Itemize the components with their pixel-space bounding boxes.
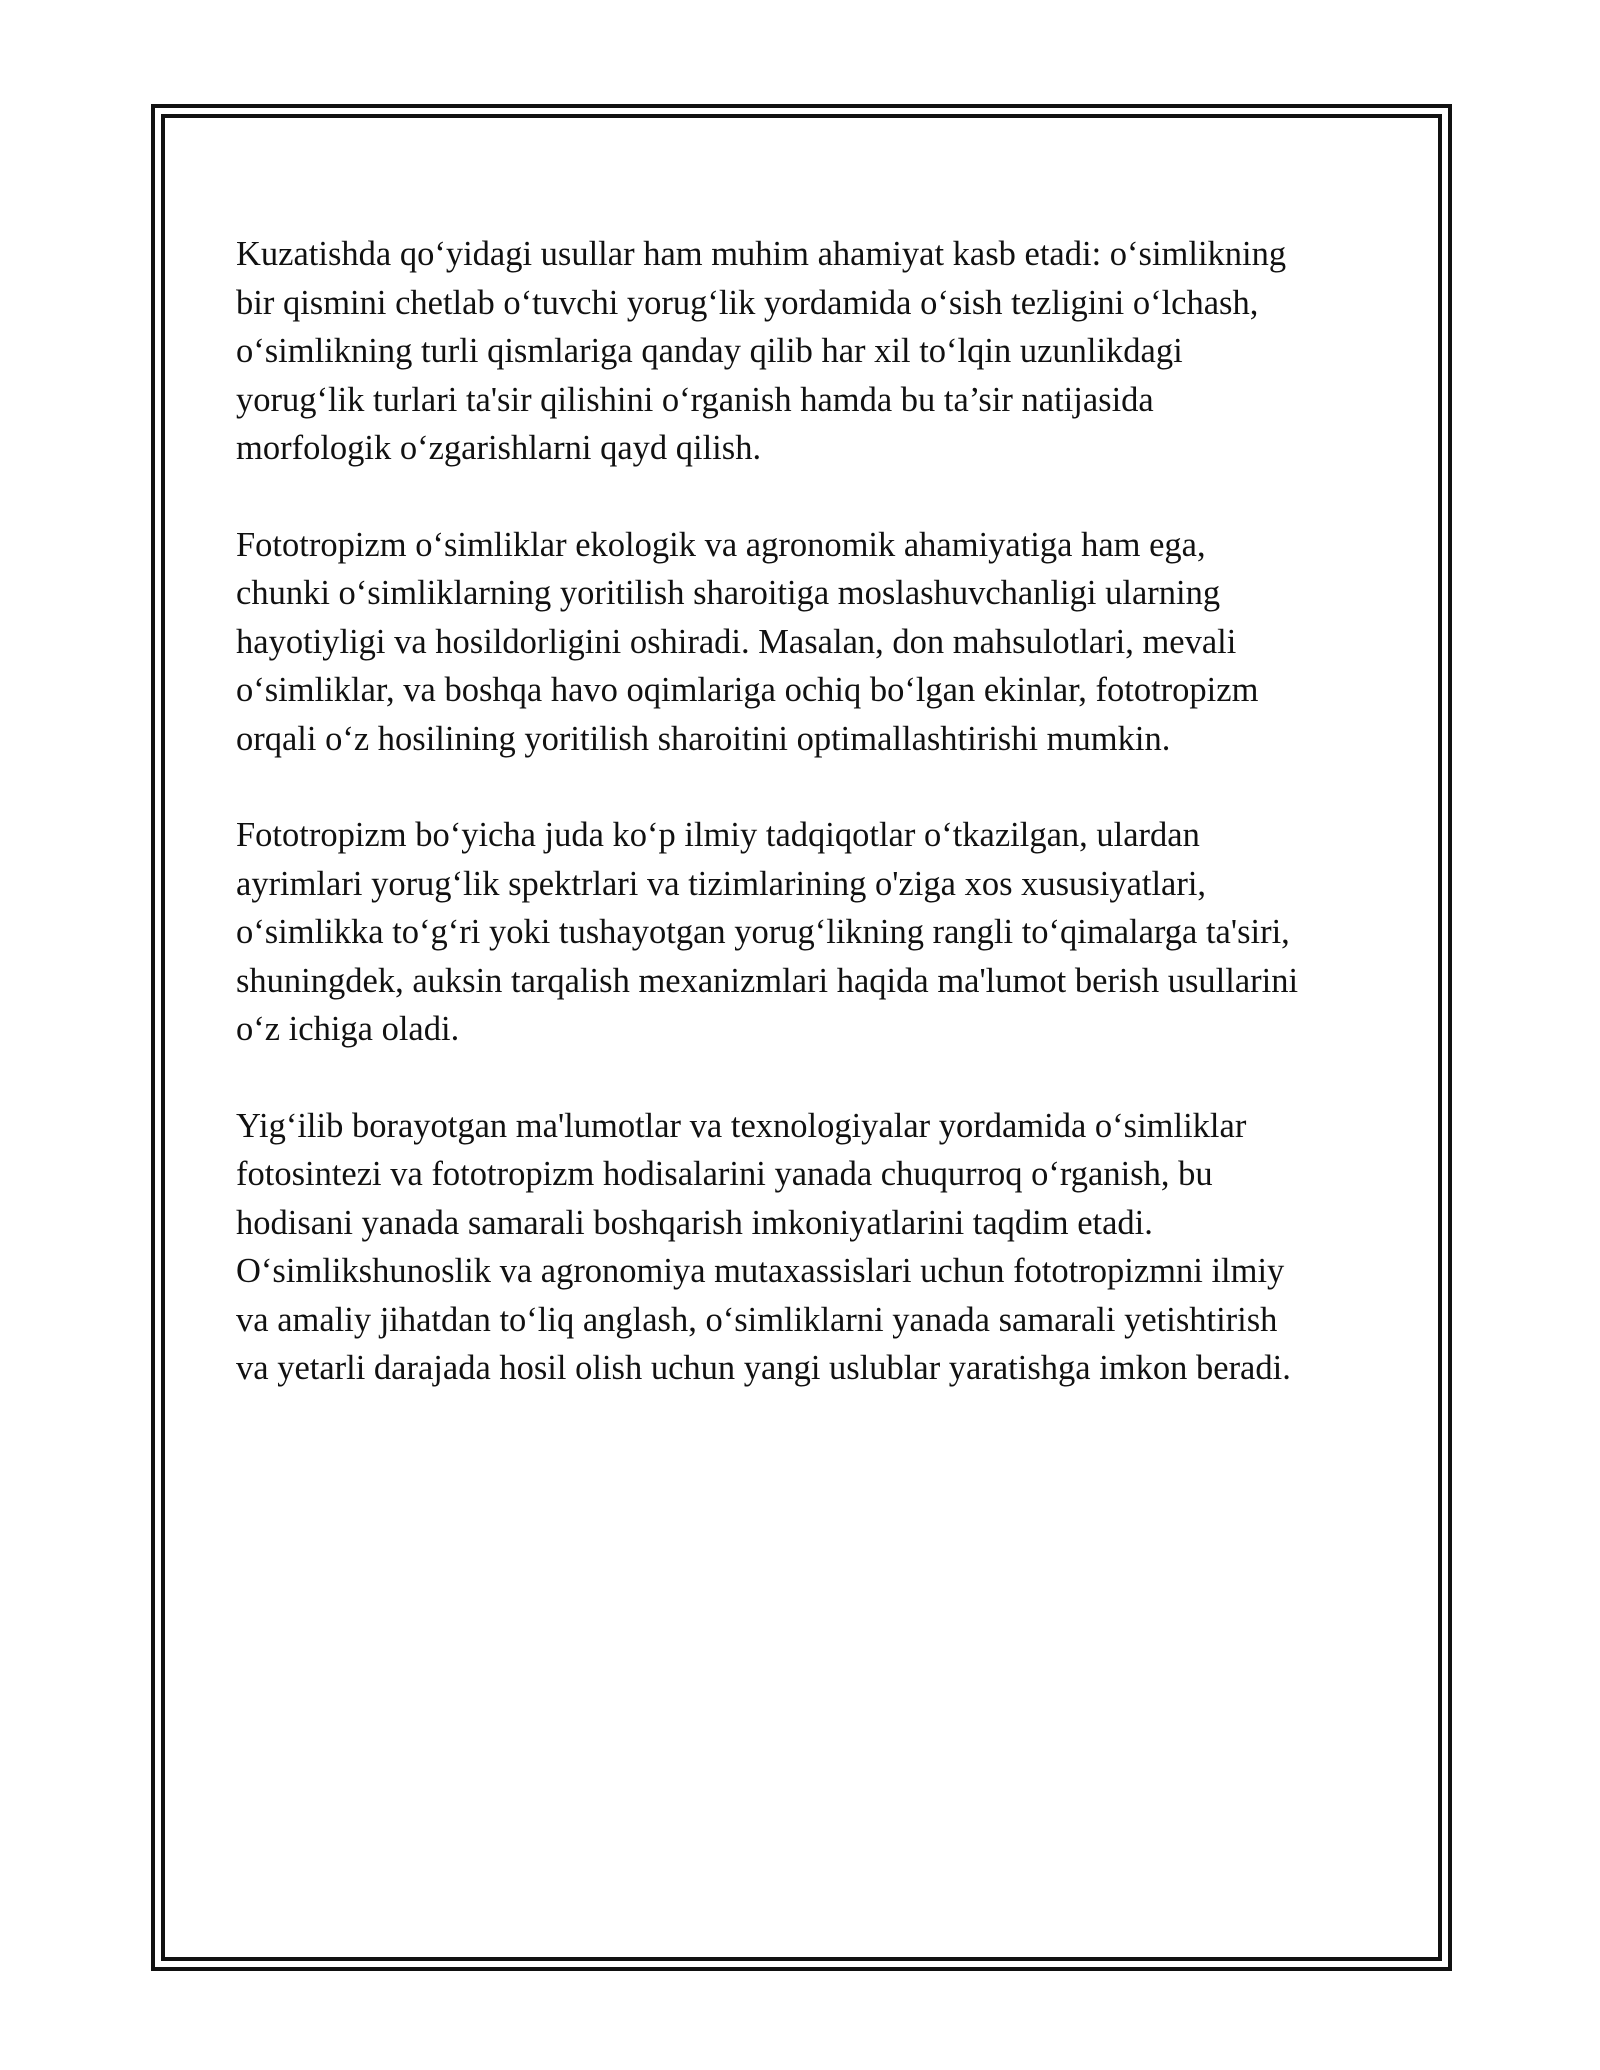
text-line: morfologik o‘zgarishlarni qayd qilish. (236, 429, 762, 467)
text-line: o‘simliklar, va boshqa havo oqimlariga ochiq bo‘lgan ekinlar, fototropizm (236, 671, 1259, 709)
paragraph-2 (236, 521, 1396, 764)
paragraph-3 (236, 811, 1396, 1054)
paragraph-1 (236, 230, 1396, 473)
text-line: o‘simlikka to‘g‘ri yoki tushayotgan yorug‘likning rangli to‘qimalarga ta'siri, (236, 913, 1290, 951)
text-line: o‘z ichiga oladi. (236, 1010, 460, 1048)
text-line: hodisani yanada samarali boshqarish imkoniyatlarini taqdim etadi. (236, 1203, 1153, 1242)
text-line: va amaliy jihatdan to‘liq anglash, o‘simliklarni yanada samarali yetishtirish (236, 1300, 1278, 1339)
text-line: Fototropizm bo‘yicha juda ko‘p ilmiy tadqiqotlar o‘tkazilgan, ulardan (236, 816, 1200, 854)
text-line: orqali o‘z hosilining yoritilish sharoitini optimallashtirishi mumkin. (236, 719, 1171, 758)
text-line: ayrimlari yorug‘lik spektrlari va tizimlarining o'ziga xos xususiyatlari, (236, 864, 1207, 903)
document-body (236, 230, 1396, 1441)
text-line: Kuzatishda qo‘yidagi usullar ham muhim ahamiyat kasb etadi: o‘simlikning (236, 235, 1287, 273)
text-line: o‘simlikning turli qismlariga qanday qilib har xil to‘lqin uzunlikdagi (236, 332, 1183, 370)
text-line: bir qismini chetlab o‘tuvchi yorug‘lik yordamida o‘sish tezligini o‘lchash, (236, 283, 1259, 322)
text-line: O‘simlikshunoslik va agronomiya mutaxassislari uchun fototropizmni ilmiy (236, 1252, 1285, 1290)
text-line: chunki o‘simliklarning yoritilish sharoitiga moslashuvchanligi ularning (236, 574, 1221, 612)
text-line: va yetarli darajada hosil olish uchun yangi uslublar yaratishga imkon beradi. (236, 1349, 1291, 1387)
text-line: Yig‘ilib borayotgan ma'lumotlar va texnologiyalar yordamida o‘simliklar (236, 1106, 1247, 1145)
paragraph-4 (236, 1102, 1396, 1393)
text-line: Fototropizm o‘simliklar ekologik va agronomik ahamiyatiga ham ega, (236, 525, 1206, 564)
text-line: hayotiyligi va hosildorligini oshiradi. Masalan, don mahsulotlari, mevali (236, 622, 1237, 661)
text-line: shuningdek, auksin tarqalish mexanizmlari haqida ma'lumot berish usullarini (236, 961, 1299, 1000)
text-line: fotosintezi va fototropizm hodisalarini yanada chuqurroq o‘rganish, bu (236, 1155, 1213, 1193)
text-line: yorug‘lik turlari ta'sir qilishini o‘rganish hamda bu ta’sir natijasida (236, 380, 1154, 419)
